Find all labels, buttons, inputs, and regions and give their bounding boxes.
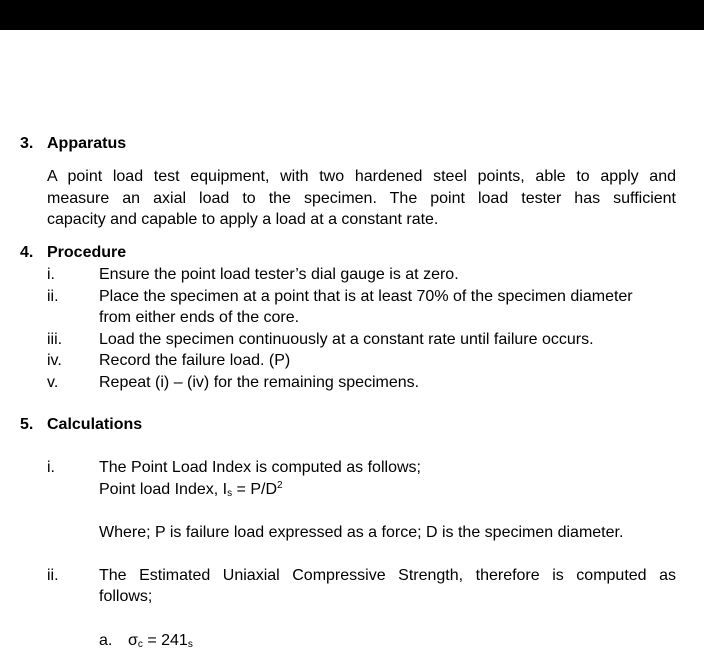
formula-prefix: Point load Index, I bbox=[99, 481, 228, 498]
section-5-title: Calculations bbox=[47, 416, 143, 433]
sigma-subscript: c bbox=[137, 639, 143, 650]
procedure-step-text-cont: from either ends of the core. bbox=[99, 309, 300, 326]
formula-subscript: s bbox=[227, 488, 233, 499]
sigma-symbol: σ bbox=[128, 632, 138, 649]
calc-item-2-text-cont: follows; bbox=[99, 588, 153, 605]
apparatus-line-1: A point load test equipment, with two hardened steel points, able to apply and bbox=[47, 168, 676, 185]
section-3-title: Apparatus bbox=[47, 135, 127, 152]
section-3-number: 3. bbox=[20, 135, 34, 152]
section-5-number: 5. bbox=[20, 416, 34, 433]
equation-subscript: s bbox=[187, 639, 193, 650]
procedure-step-num: iii. bbox=[47, 331, 63, 348]
procedure-step-num: v. bbox=[47, 374, 59, 391]
procedure-step-num: i. bbox=[47, 266, 55, 283]
ucs-equation bbox=[128, 630, 193, 651]
section-4-title: Procedure bbox=[47, 244, 127, 261]
calc-item-1-text: The Point Load Index is computed as follows; bbox=[99, 459, 421, 476]
calc-item-num: ii. bbox=[47, 567, 59, 584]
calc-item-2-text: The Estimated Uniaxial Compressive Strength, therefore is computed as bbox=[99, 567, 676, 584]
sub-item-label: a. bbox=[99, 632, 113, 649]
procedure-step-text: Repeat (i) – (iv) for the remaining specimens. bbox=[99, 374, 420, 391]
top-black-bar bbox=[0, 0, 704, 30]
calc-item-1-where: Where; P is failure load expressed as a force; D is the specimen diameter. bbox=[99, 524, 624, 541]
procedure-step-text: Ensure the point load tester’s dial gauge is at zero. bbox=[99, 266, 459, 283]
point-load-index-formula bbox=[99, 479, 283, 500]
procedure-step-text: Load the specimen continuously at a constant rate until failure occurs. bbox=[99, 331, 594, 348]
procedure-step-num: iv. bbox=[47, 352, 62, 369]
calc-item-num: i. bbox=[47, 459, 55, 476]
formula-superscript: 2 bbox=[277, 480, 283, 491]
section-4-number: 4. bbox=[20, 244, 34, 261]
procedure-step-text: Place the specimen at a point that is at least 70% of the specimen diameter bbox=[99, 288, 633, 305]
procedure-step-num: ii. bbox=[47, 288, 59, 305]
equation-rest: = 241 bbox=[142, 632, 188, 649]
apparatus-line-2: measure an axial load to the specimen. The point load tester has sufficient bbox=[47, 190, 676, 207]
formula-mid: = P/D bbox=[232, 481, 277, 498]
procedure-step-text: Record the failure load. (P) bbox=[99, 352, 291, 369]
apparatus-line-3: capacity and capable to apply a load at a constant rate. bbox=[47, 211, 439, 228]
